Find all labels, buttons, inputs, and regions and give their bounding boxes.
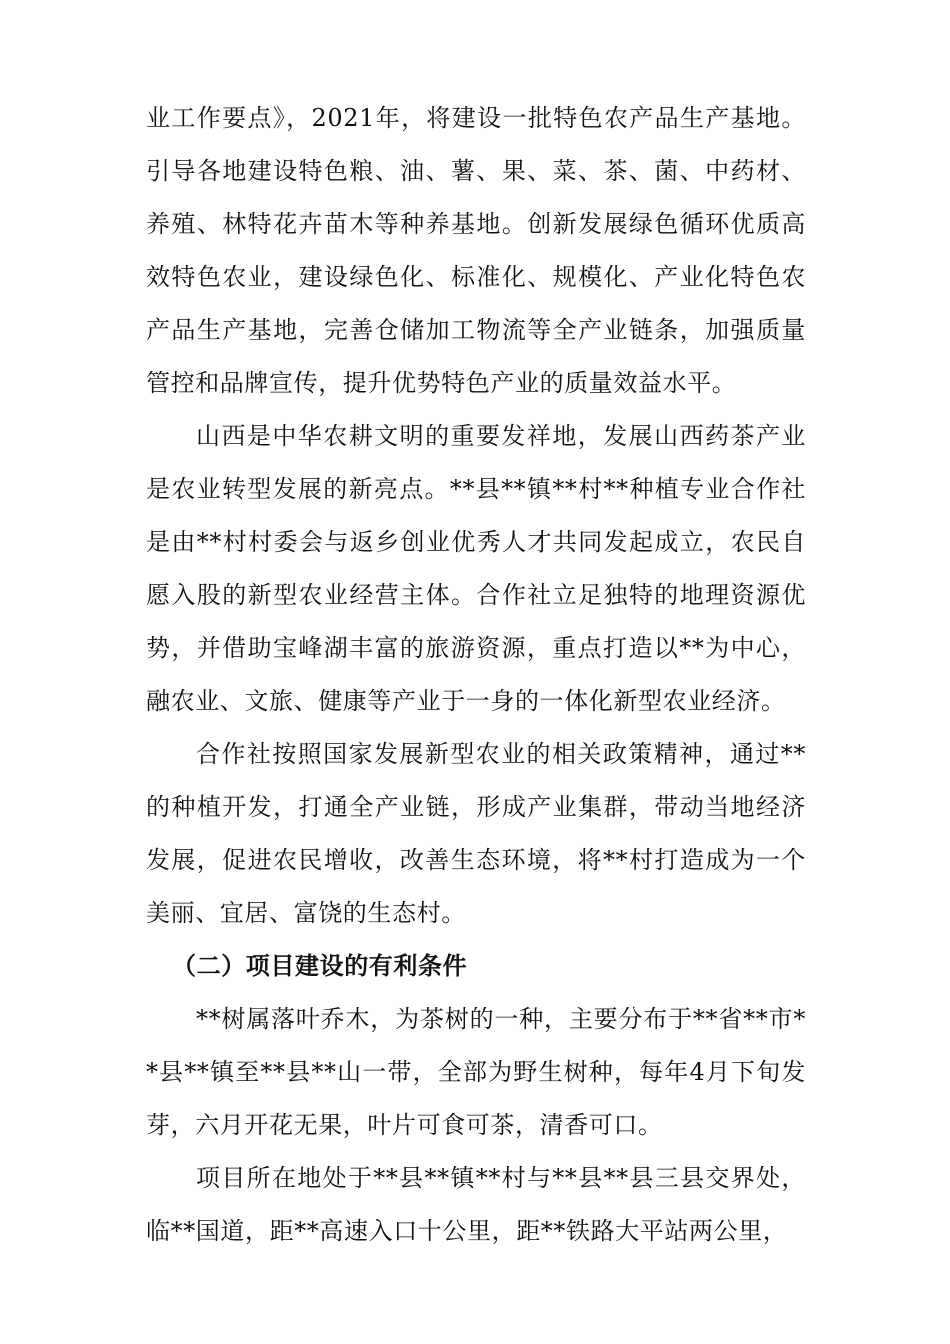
paragraph-project-location: 项目所在地处于**县**镇**村与**县**县三县交界处，临**国道，距**高速入口十公里，距**铁路大平站两公里， — [146, 1164, 806, 1245]
paragraph-shanxi-tea-industry: 山西是中华农耕文明的重要发祥地，发展山西药茶产业是农业转型发展的新亮点。**县**镇**村**种植专业合作社是由**村村委会与返乡创业优秀人才共同发起成立，农民自愿入股的新型农业经营主体。合作社立足独特的地理资源优势，并借助宝峰湖丰富的旅游资源，重点打造以**为中心，融农业、文旅、健康等产业于一身的一体化新型农业经济。 — [146, 422, 806, 715]
paragraph-policy-continuation: 业工作要点》，2021年，将建设一批特色农产品生产基地。引导各地建设特色粮、油、薯、果、菜、茶、菌、中药材、养殖、林特花卉苗木等种养基地。创新发展绿色循环优质高效特色农业，建设绿色化、标准化、规模化、产业化特色农产品生产基地，完善仓储加工物流等全产业链条，加强质量管控和品牌宣传，提升优势特色产业的质量效益水平。 — [146, 104, 806, 397]
paragraph-tree-description: **树属落叶乔木，为茶树的一种，主要分布于**省**市**县**镇至**县**山一带，全部为野生树种，每年4月下旬发芽，六月开花无果，叶片可食可茶，清香可口。 — [146, 1005, 806, 1139]
paragraph-cooperative-plan: 合作社按照国家发展新型农业的相关政策精神，通过**的种植开发，打通全产业链，形成产业集群，带动当地经济发展，促进农民增收，改善生态环境，将**村打造成为一个美丽、宜居、富饶的生态村。 — [146, 740, 806, 927]
section-heading-favorable-conditions: （二）项目建设的有利条件 — [172, 952, 468, 980]
document-body — [146, 92, 806, 1258]
